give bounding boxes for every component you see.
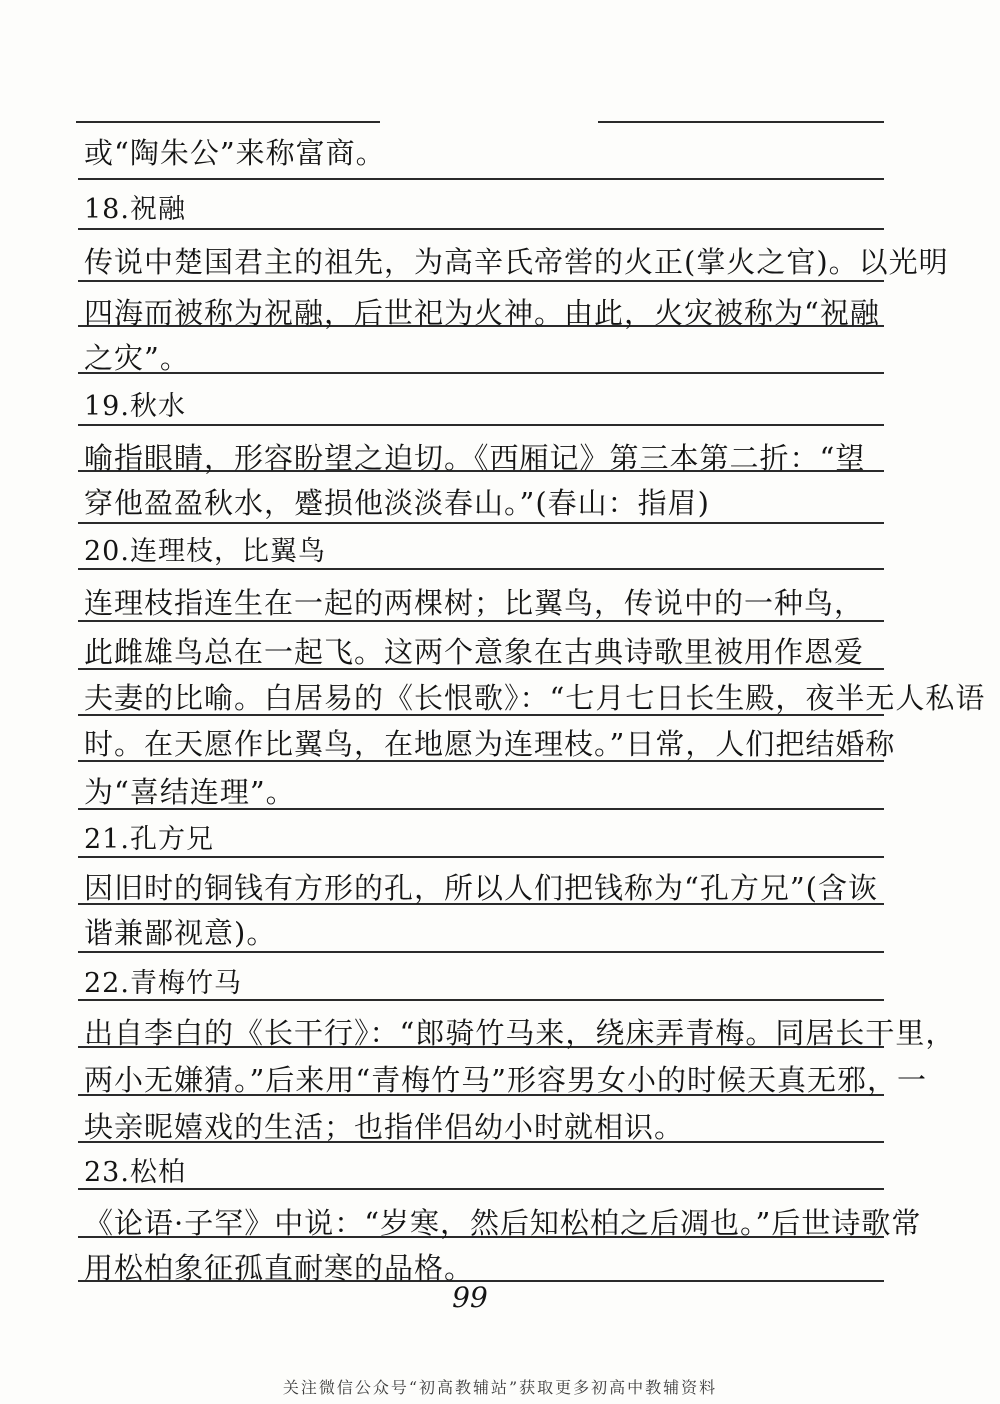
heading-18: 18.祝融: [84, 194, 186, 225]
ruled-line: [78, 522, 884, 524]
text-line-7: 喻指眼睛，形容盼望之迫切。《西厢记》第三本第二折：“望: [84, 441, 866, 475]
text-line-8: 穿他盈盈秋水，蹙损他淡淡春山。”(春山：指眉): [84, 486, 710, 520]
text-line-23: 《论语·子罕》中说：“岁寒，然后知松柏之后凋也。”后世诗歌常: [84, 1206, 922, 1240]
text-line-1: 或“陶朱公”来称富商。: [84, 136, 386, 170]
heading-22: 22.青梅竹马: [84, 968, 242, 999]
top-rule-left: [76, 121, 380, 123]
text-line-20: 两小无嫌猜。”后来用“青梅竹马”形容男女小的时候天真无邪，一: [84, 1063, 927, 1097]
text-line-5: 之灾”。: [84, 341, 190, 375]
page-number: 99: [452, 1281, 488, 1314]
ruled-line: [78, 178, 884, 180]
text-line-10: 连理枝指连生在一起的两棵树；比翼鸟，传说中的一种鸟，: [84, 586, 865, 620]
ruled-line: [78, 228, 884, 230]
heading-19: 19.秋水: [84, 391, 186, 422]
ruled-line: [78, 280, 884, 282]
heading-21: 21.孔方兄: [84, 824, 214, 855]
text-line-13: 时。在天愿作比翼鸟，在地愿为连理枝。”日常，人们把结婚称: [84, 727, 896, 761]
text-line-17: 谐兼鄙视意)。: [84, 916, 277, 950]
top-rule-right: [598, 121, 884, 123]
footer-note: 关注微信公众号“初高教辅站”获取更多初高中教辅资料: [282, 1378, 718, 1397]
text-line-24: 用松柏象征孤直耐寒的品格。: [84, 1251, 475, 1285]
text-line-11: 此雌雄鸟总在一起飞。这两个意象在古典诗歌里被用作恩爱: [84, 635, 865, 669]
text-line-21: 块亲昵嬉戏的生活；也指伴侣幼小时就相识。: [84, 1110, 685, 1144]
text-line-4: 四海而被称为祝融，后世祀为火神。由此，火灾被称为“祝融: [84, 296, 880, 330]
text-line-12: 夫妻的比喻。白居易的《长恨歌》：“七月七日长生殿，夜半无人私语: [84, 681, 986, 715]
text-line-16: 因旧时的铜钱有方形的孔，所以人们把钱称为“孔方兄”(含诙: [84, 871, 878, 905]
ruled-line: [78, 951, 884, 953]
text-line-19: 出自李白的《长干行》：“郎骑竹马来，绕床弄青梅。同居长干里，: [84, 1016, 956, 1050]
heading-20: 20.连理枝，比翼鸟: [84, 536, 326, 567]
text-line-14: 为“喜结连理”。: [84, 775, 296, 809]
text-line-3: 传说中楚国君主的祖先，为高辛氏帝喾的火正(掌火之官)。以光明: [84, 245, 949, 279]
heading-23: 23.松柏: [84, 1157, 186, 1188]
